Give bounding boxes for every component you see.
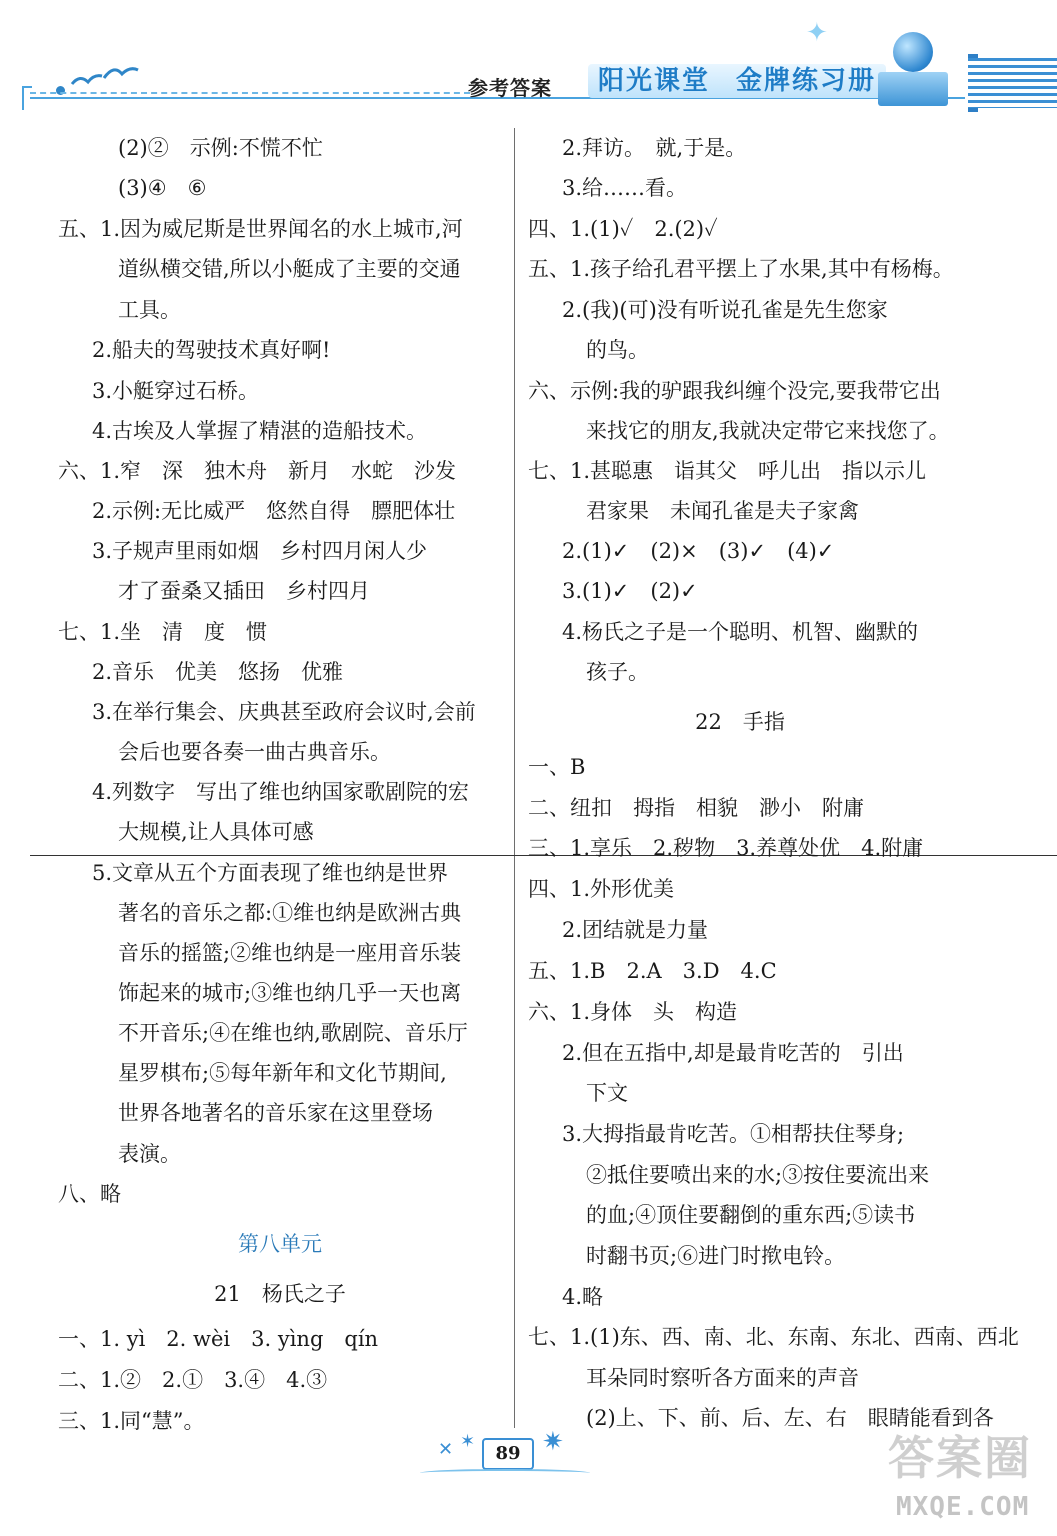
answer-line: 六、示例:我的驴跟我纠缠个没完,要我带它出 xyxy=(528,379,941,403)
watermark-logo: 答案圈 xyxy=(888,1431,1032,1485)
page-footer xyxy=(420,1425,580,1485)
star-icon: ✶ xyxy=(460,1431,476,1452)
footer-wave xyxy=(420,1469,590,1477)
answer-line: 世界各地著名的音乐家在这里登场 xyxy=(118,1101,433,1125)
answer-line: 君家果 未闻孔雀是夫子家禽 xyxy=(586,499,859,523)
answer-line: 工具。 xyxy=(118,298,181,322)
answer-line: 七、1.甚聪惠 诣其父 呼儿出 指以示儿 xyxy=(528,459,927,483)
answer-line: 七、1.(1)东、西、南、北、东南、东北、西南、西北 xyxy=(528,1325,1019,1349)
answer-line: 3.子规声里雨如烟 乡村四月闲人少 xyxy=(92,539,428,563)
answer-line: 四、1.(1)✓ 2.(2)✓ xyxy=(528,217,718,241)
answer-line: 4.略 xyxy=(562,1285,604,1309)
answer-line: 才了蚕桑又插田 乡村四月 xyxy=(118,579,370,603)
answer-line: 二、纽扣 拇指 相貌 渺小 附庸 xyxy=(528,796,864,820)
answer-line: 2.音乐 优美 悠扬 优雅 xyxy=(92,660,344,684)
answer-line: 3.在举行集会、庆典甚至政府会议时,会前 xyxy=(92,700,476,724)
column-divider xyxy=(514,128,515,1428)
page-header xyxy=(0,0,1057,120)
answer-line: 3.给……看。 xyxy=(562,176,688,200)
star-icon: ✕ xyxy=(438,1439,454,1460)
answer-line: 八、略 xyxy=(58,1182,121,1206)
answer-line: 5.文章从五个方面表现了维也纳是世界 xyxy=(92,861,449,885)
birds-icon xyxy=(70,62,140,92)
answer-line: 4.杨氏之子是一个聪明、机智、幽默的 xyxy=(562,620,919,644)
brand-name-b: 金牌练习册 xyxy=(736,66,877,96)
answer-line: 耳朵同时察听各方面来的声音 xyxy=(586,1366,859,1390)
answer-line: (2)② 示例:不慌不忙 xyxy=(118,136,323,160)
answer-line: 孩子。 xyxy=(586,660,649,684)
answer-line: 三、1.享乐 2.秽物 3.养尊处优 4.附庸 xyxy=(528,836,924,860)
answer-line: 的鸟。 xyxy=(586,338,649,362)
answer-line: 饰起来的城市;③维也纳几乎一天也离 xyxy=(118,981,462,1005)
answer-line: 二、1.② 2.① 3.④ 4.③ xyxy=(58,1368,328,1392)
unit-title: 第八单元 xyxy=(238,1232,322,1256)
answer-line: 六、1.身体 头 构造 xyxy=(528,1000,738,1024)
answer-line: 2.但在五指中,却是最肯吃苦的 引出 xyxy=(562,1041,904,1065)
lesson-title: 21 杨氏之子 xyxy=(214,1282,346,1306)
answer-line: 来找它的朋友,我就决定带它来找您了。 xyxy=(586,419,950,443)
lesson-title: 22 手指 xyxy=(695,710,785,734)
page-number: 89 xyxy=(482,1438,534,1470)
answer-line: 下文 xyxy=(586,1081,628,1105)
answer-line: 六、1.窄 深 独木舟 新月 水蛇 沙发 xyxy=(58,459,457,483)
answer-line: 五、1.因为威尼斯是世界闻名的水上城市,河 xyxy=(58,217,463,241)
star-icon: ✷ xyxy=(542,1427,564,1457)
answer-line: 2.(1)✓ (2)× (3)✓ (4)✓ xyxy=(562,539,835,563)
watermark-url: MXQE.COM xyxy=(896,1492,1030,1522)
answer-line: (3)④ ⑥ xyxy=(118,176,207,200)
header-dash-line xyxy=(30,92,470,94)
answer-line: 五、1.B 2.A 3.D 4.C xyxy=(528,959,777,983)
answer-line: 四、1.外形优美 xyxy=(528,877,675,901)
star-icon: ✦ xyxy=(806,18,828,48)
answer-line: 4.古埃及人掌握了精湛的造船技术。 xyxy=(92,419,428,443)
answer-line: 的血;④顶住要翻倒的重东西;⑤读书 xyxy=(586,1203,916,1227)
answer-line: ②抵住要喷出来的水;③按住要流出来 xyxy=(586,1163,930,1187)
header-section-title: 参考答案 xyxy=(468,76,552,100)
answer-line: 2.船夫的驾驶技术真好啊! xyxy=(92,338,331,362)
answer-line: 3.大拇指最肯吃苦。①相帮扶住琴身; xyxy=(562,1122,905,1146)
answer-line: 时翻书页;⑥进门时揿电铃。 xyxy=(586,1244,846,1268)
answer-line: 4.列数字 写出了维也纳国家歌剧院的宏 xyxy=(92,780,470,804)
watermark xyxy=(880,1422,1050,1532)
answer-line: 音乐的摇篮;②维也纳是一座用音乐装 xyxy=(118,941,462,965)
header-brand xyxy=(588,64,886,98)
answer-line: 三、1.同“慧”。 xyxy=(58,1409,205,1433)
globe-icon xyxy=(893,32,933,72)
answer-line: 大规模,让人具体可感 xyxy=(118,820,314,844)
answer-line: 星罗棋布;⑤每年新年和文化节期间, xyxy=(118,1061,447,1085)
answer-line: 2.拜访。 就,于是。 xyxy=(562,136,747,160)
brand-name-a: 阳光课堂 xyxy=(598,66,711,96)
desk-icon xyxy=(878,72,948,106)
answer-line: 3.小艇穿过石桥。 xyxy=(92,379,260,403)
answer-line: 道纵横交错,所以小艇成了主要的交通 xyxy=(118,257,461,281)
answer-line: 一、1. yì 2. wèi 3. yìng qín xyxy=(58,1327,379,1351)
answer-line: 一、B xyxy=(528,755,586,779)
answer-line: 五、1.孩子给孔君平摆上了水果,其中有杨梅。 xyxy=(528,257,954,281)
header-stripes xyxy=(968,58,1057,108)
answer-line: 2.团结就是力量 xyxy=(562,918,709,942)
answer-line: 著名的音乐之都:①维也纳是欧洲古典 xyxy=(118,901,462,925)
answer-line: 七、1.坐 清 度 惯 xyxy=(58,620,268,644)
answer-line: 3.(1)✓ (2)✓ xyxy=(562,579,698,603)
answer-line: 2.(我)(可)没有听说孔雀是先生您家 xyxy=(562,298,888,322)
answer-line: 2.示例:无比威严 悠然自得 膘肥体壮 xyxy=(92,499,456,523)
answer-line: 不开音乐;④在维也纳,歌剧院、音乐厅 xyxy=(118,1021,468,1045)
answer-line: 会后也要各奏一曲古典音乐。 xyxy=(118,740,391,764)
answer-line: (2)上、下、前、后、左、右 眼睛能看到各 xyxy=(586,1406,994,1430)
answer-line: 表演。 xyxy=(118,1142,181,1166)
